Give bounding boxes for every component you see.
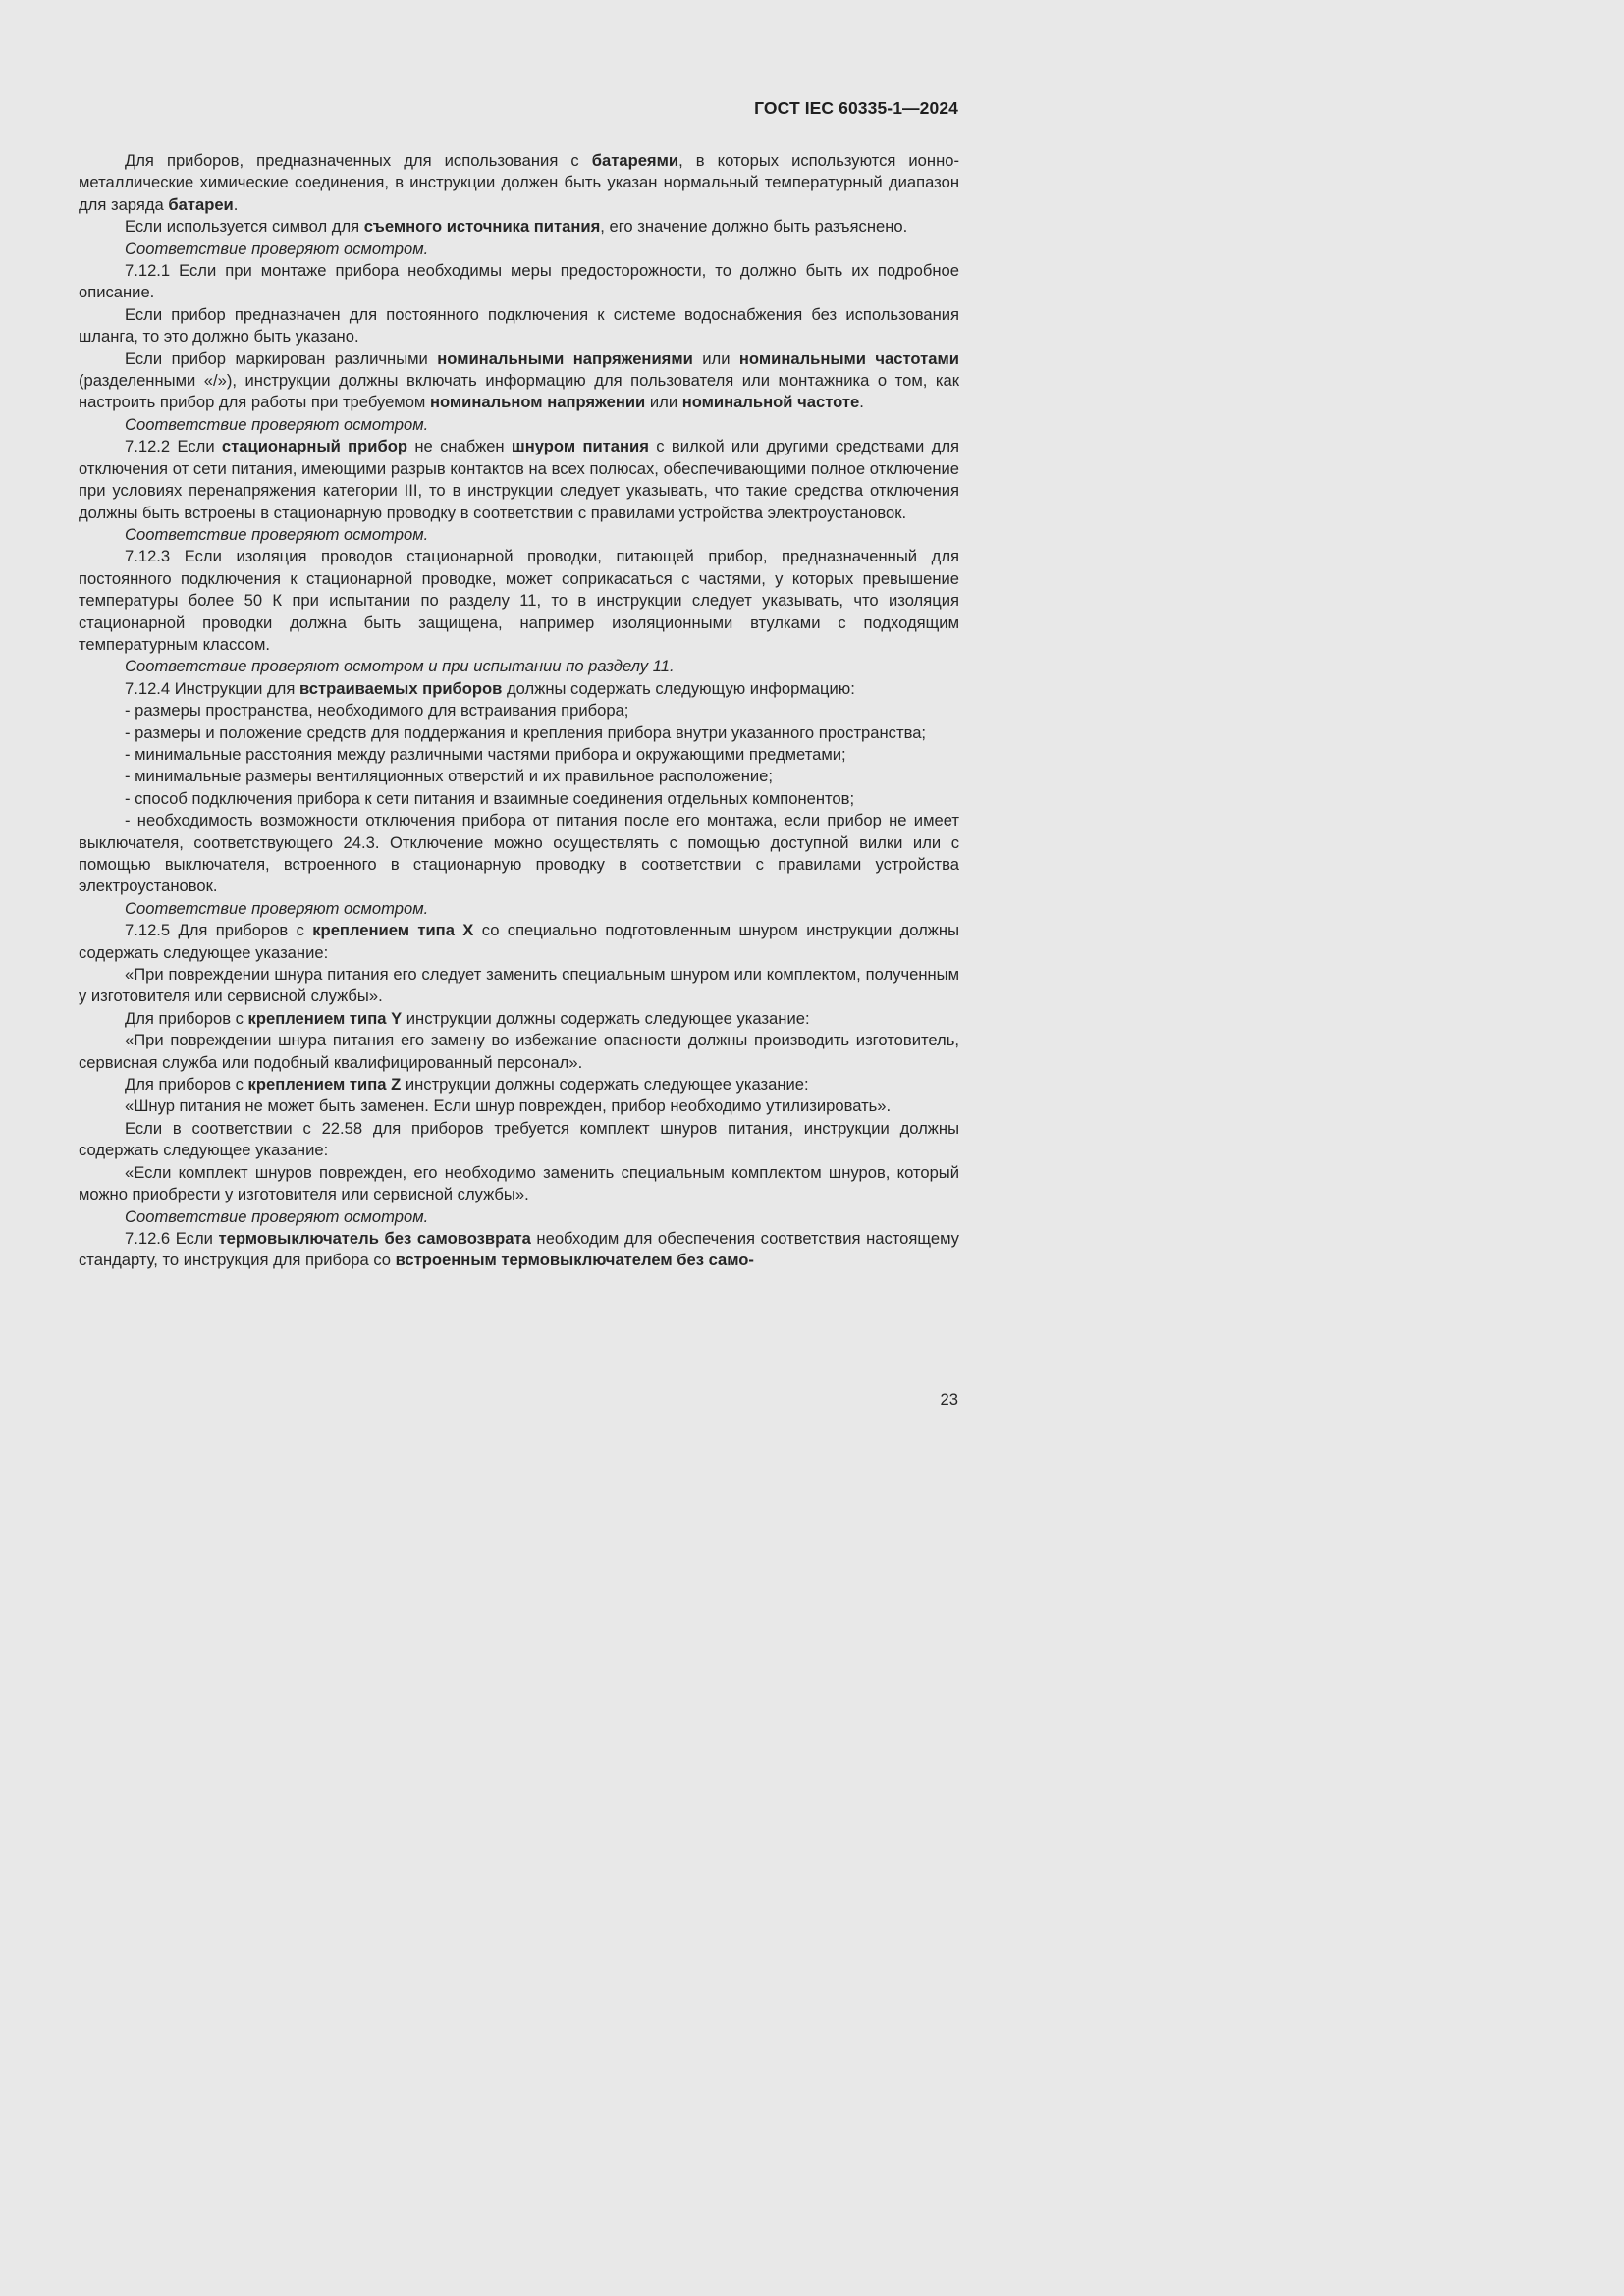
body-paragraph	[79, 1095, 959, 1117]
defined-term: встроенным термовыключателем без само-	[395, 1251, 754, 1270]
text-run: , его значение должно быть разъяснено.	[600, 217, 908, 237]
text-run: 7.12.3 Если изоляция проводов стационарной проводки, питающей прибор, предназначенный для постоянного подключения к стационарной проводке, может соприкасаться с частями, у которых превышение температуры более 50 К при испытании по разделу 11, то в инструкции следует указывать, что изоляция стационарной проводки должна быть защищена, например изоляционными втулками с подходящим температурным классом.	[79, 547, 959, 654]
defined-term: креплением типа X	[312, 921, 474, 940]
conformity-check-paragraph	[79, 656, 959, 677]
conformity-check-paragraph	[79, 1206, 959, 1228]
text-run: «При повреждении шнура питания его замену во избежание опасности должны производить изготовитель, сервисная служба или подобный квалифицированный персонал».	[79, 1031, 959, 1072]
text-run: Соответствие проверяют осмотром.	[125, 414, 429, 434]
body-paragraph	[79, 678, 959, 700]
body-paragraph	[79, 304, 959, 348]
body-paragraph	[79, 744, 959, 766]
defined-term: батареи	[168, 194, 234, 214]
defined-term: батареями	[591, 151, 679, 170]
text-run: Соответствие проверяют осмотром.	[125, 524, 429, 544]
defined-term: съемного источника питания	[363, 217, 601, 237]
defined-term: креплением типа Z	[247, 1075, 402, 1095]
body-paragraph	[79, 722, 959, 744]
body-paragraph	[79, 788, 959, 810]
defined-term: шнуром питания	[511, 437, 649, 456]
text-run: , в которых используются ионно-металлические химические соединения, в инструкции должен быть указан нормальный температурный диапазон для заряда	[79, 151, 959, 214]
text-run: «Шнур питания не может быть заменен. Если шнур поврежден, прибор необходимо утилизировать».	[125, 1096, 892, 1116]
body-paragraph	[79, 436, 959, 524]
text-run: Для приборов, предназначенных для использования с	[125, 151, 592, 170]
body-paragraph	[79, 1008, 959, 1030]
body-paragraph	[79, 260, 959, 304]
text-run: - необходимость возможности отключения прибора от питания после его монтажа, если прибор не имеет выключателя, соответствующего 24.3. Отключение можно осуществлять с помощью доступной вилки или с помощью выключателя, встроенного в стационарную проводку в соответствии с правилами устройства электроустановок.	[79, 811, 959, 896]
text-run: .	[859, 393, 864, 412]
defined-term: номинальными напряжениями	[437, 348, 693, 368]
text-run: Если используется символ для	[125, 217, 364, 237]
text-run: должны содержать следующую информацию:	[502, 678, 855, 698]
conformity-check-paragraph	[79, 524, 959, 546]
text-run: Соответствие проверяют осмотром.	[125, 1206, 429, 1226]
text-run: Соответствие проверяют осмотром.	[125, 898, 429, 918]
document-header: ГОСТ IEC 60335-1—2024	[754, 98, 958, 118]
body-paragraph	[79, 546, 959, 656]
body-paragraph	[79, 1162, 959, 1206]
text-run: необходим для обеспечения соответствия настоящему стандарту, то инструкция для прибора со	[79, 1228, 959, 1270]
text-run: не снабжен	[407, 437, 512, 456]
text-run: Для приборов с	[125, 1075, 248, 1095]
conformity-check-paragraph	[79, 239, 959, 260]
text-run: - размеры пространства, необходимого для встраивания прибора;	[125, 701, 629, 721]
body-paragraph	[79, 216, 959, 238]
defined-term: номинальной частоте	[681, 393, 860, 412]
body-paragraph	[79, 1030, 959, 1074]
body-paragraph	[79, 1228, 959, 1272]
body-paragraph	[79, 150, 959, 216]
defined-term: креплением типа Y	[247, 1008, 403, 1028]
text-run: Для приборов с	[125, 1008, 248, 1028]
text-run: с вилкой или другими средствами для отключения от сети питания, имеющими разрыв контактов на всех полюсах, обеспечивающими полное отключение при условиях перенапряжения категории III, то в инструкции следует указывать, что такие средства отключения должны быть встроены в стационарную проводку в соответствии с правилами устройства электроустановок.	[79, 437, 959, 522]
conformity-check-paragraph	[79, 898, 959, 920]
text-run: 7.12.6 Если	[125, 1228, 219, 1248]
document-body	[79, 150, 959, 1272]
body-paragraph	[79, 766, 959, 787]
text-run: со специально подготовленным шнуром инструкции должны содержать следующее указание:	[79, 921, 959, 962]
text-run: или	[692, 348, 739, 368]
body-paragraph	[79, 920, 959, 964]
page-number: 23	[940, 1390, 958, 1409]
text-run: или	[645, 393, 682, 412]
text-run: - размеры и положение средств для поддержания и крепления прибора внутри указанного пространства;	[125, 722, 927, 742]
conformity-check-paragraph	[79, 414, 959, 436]
defined-term: номинальными частотами	[738, 348, 959, 368]
body-paragraph	[79, 700, 959, 721]
body-paragraph	[79, 964, 959, 1008]
body-paragraph	[79, 810, 959, 898]
text-run: 7.12.1 Если при монтаже прибора необходимы меры предосторожности, то должно быть их подробное описание.	[79, 261, 959, 302]
text-run: 7.12.5 Для приборов с	[125, 921, 313, 940]
defined-term: стационарный прибор	[221, 437, 408, 456]
text-run: 7.12.4 Инструкции для	[125, 678, 299, 698]
defined-term: термовыключатель без самовозврата	[218, 1228, 531, 1248]
text-run: «Если комплект шнуров поврежден, его необходимо заменить специальным комплектом шнуров, который можно приобрести у изготовителя или сервисной службы».	[79, 1162, 959, 1204]
body-paragraph	[79, 1118, 959, 1162]
text-run: Если в соответствии с 22.58 для приборов требуется комплект шнуров питания, инструкции должны содержать следующее указание:	[79, 1118, 959, 1160]
text-run: (разделенными «/»), инструкции должны включать информацию для пользователя или монтажника о том, как настроить прибор для работы при требуемом	[79, 371, 959, 412]
text-run: «При повреждении шнура питания его следует заменить специальным шнуром или комплектом, полученным у изготовителя или сервисной службы».	[79, 965, 959, 1006]
body-paragraph	[79, 1074, 959, 1095]
text-run: Соответствие проверяют осмотром.	[125, 239, 429, 258]
text-run: .	[233, 194, 239, 214]
text-run: - способ подключения прибора к сети питания и взаимные соединения отдельных компонентов;	[125, 788, 855, 808]
text-run: инструкции должны содержать следующее указание:	[402, 1008, 810, 1028]
text-run: - минимальные расстояния между различными частями прибора и окружающими предметами;	[125, 744, 846, 764]
text-run: Соответствие проверяют осмотром и при испытании по разделу 11.	[125, 657, 675, 676]
text-run: 7.12.2 Если	[125, 437, 222, 456]
body-paragraph	[79, 348, 959, 414]
text-run: Если прибор маркирован различными	[125, 348, 438, 368]
text-run: инструкции должны содержать следующее указание:	[401, 1075, 809, 1095]
defined-term: встраиваемых приборов	[298, 678, 503, 698]
defined-term: номинальном напряжении	[429, 393, 646, 412]
text-run: - минимальные размеры вентиляционных отверстий и их правильное расположение;	[125, 767, 773, 786]
text-run: Если прибор предназначен для постоянного подключения к системе водоснабжения без использования шланга, то это должно быть указано.	[79, 304, 959, 347]
